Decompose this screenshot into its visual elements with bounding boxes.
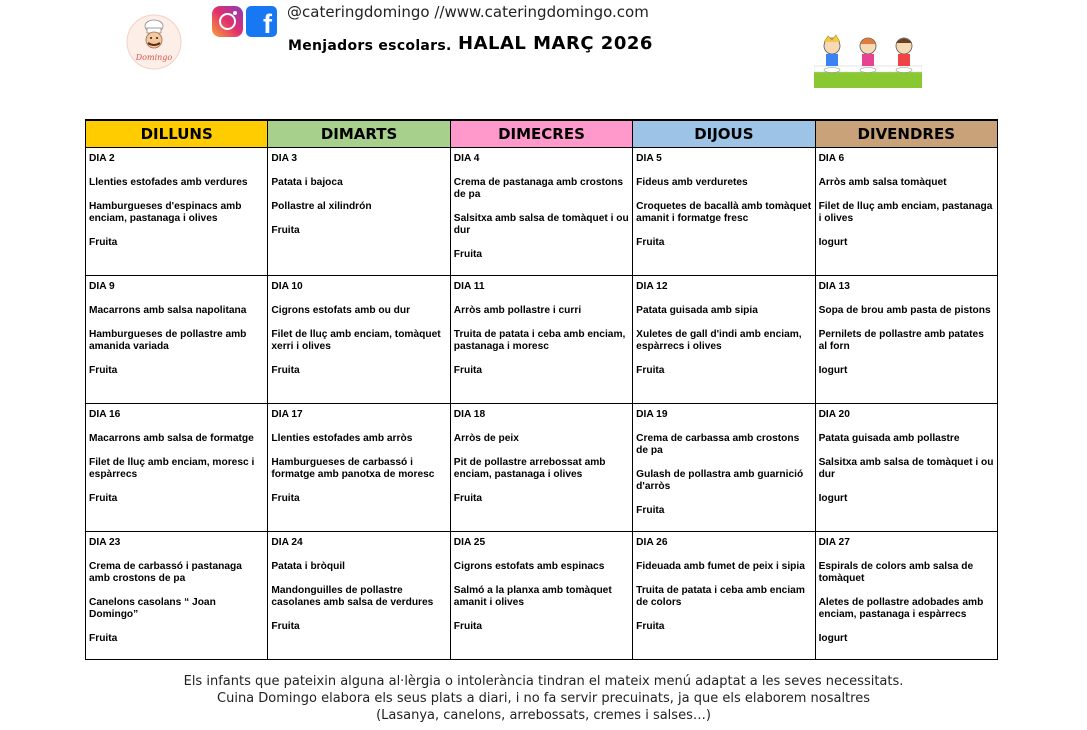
dish-item: Patata i bròquil (271, 560, 345, 572)
dish-item: Patata guisada amb sipia (636, 304, 758, 316)
day-cell (268, 403, 450, 531)
day-cell (815, 147, 997, 275)
dish-item: Crema de carbassó i pastanaga amb crostons de pa (89, 560, 242, 584)
menu-body (86, 147, 998, 659)
contact-info: @cateringdomingo //www.cateringdomingo.com (287, 3, 649, 21)
dish-item: Pernilets de pollastre amb patates al forn (818, 328, 984, 352)
dish-item: Llenties estofades amb verdures (89, 176, 248, 188)
day-number: DIA 18 (453, 408, 486, 420)
dish-item: Arròs amb pollastre i curri (453, 304, 582, 316)
dish-item: Aletes de pollastre adobades amb enciam, pastanaga i espàrrecs (818, 596, 984, 620)
weekday-header-dilluns: DILLUNS (86, 120, 268, 147)
day-number: DIA 25 (453, 536, 486, 548)
dish-item: Hamburgueses de carbassó i formatge amb panotxa de moresc (271, 456, 435, 480)
dish-item: Crema de carbassa amb crostons de pa (636, 432, 800, 456)
dessert-item: Iogurt (818, 492, 848, 504)
dish-item: Croquetes de bacallà amb tomàquet amanit i formatge fresc (636, 200, 812, 224)
dessert-item: Fruita (636, 504, 665, 516)
day-cell (815, 531, 997, 659)
dish-item: Gulash de pollastra amb guarnició d'arròs (636, 468, 804, 492)
dessert-item: Fruita (636, 364, 665, 376)
footer-line-homemade: Cuina Domingo elabora els seus plats a diari, i no fa servir precuinats, ja que els elaborem nosaltres (217, 691, 870, 706)
day-cell (633, 147, 815, 275)
day-number: DIA 23 (89, 536, 121, 548)
week-row (86, 275, 998, 403)
weekday-header-dimecres: DIMECRES (450, 120, 632, 147)
dish-item: Espirals de colors amb salsa de tomàquet (818, 560, 974, 584)
dish-item: Salmó a la planxa amb tomàquet amanit i olives (453, 584, 612, 608)
dish-item: Fideus amb verduretes (636, 176, 748, 188)
dessert-item: Fruita (636, 236, 665, 248)
dish-item: Truita de patata i ceba amb enciam, pastanaga i moresc (453, 328, 626, 352)
dish-item: Llenties estofades amb arròs (271, 432, 413, 444)
week-row (86, 531, 998, 659)
day-number: DIA 26 (636, 536, 668, 548)
day-number: DIA 9 (89, 280, 115, 292)
dessert-item: Fruita (453, 492, 483, 504)
dessert-item: Iogurt (818, 236, 848, 248)
dish-item: Mandonguilles de pollastre casolanes amb salsa de verdures (271, 584, 434, 608)
day-number: DIA 17 (271, 408, 303, 420)
svg-text:Domingo: Domingo (135, 53, 173, 62)
menu-table (85, 119, 998, 660)
day-number: DIA 16 (89, 408, 121, 420)
dessert-item: Fruita (453, 620, 483, 632)
dish-item: Pollastre al xilindrón (271, 200, 372, 212)
day-cell (450, 403, 632, 531)
footer-note (0, 673, 1087, 724)
day-number: DIA 3 (271, 152, 298, 164)
day-cell (450, 531, 632, 659)
dish-item: Filet de lluç amb enciam, tomàquet xerri i olives (271, 328, 441, 352)
dessert-item: Fruita (271, 364, 300, 376)
footer-line-examples: (Lasanya, canelons, arrebossats, cremes i salses…) (376, 708, 711, 723)
day-cell (633, 403, 815, 531)
day-number: DIA 6 (818, 152, 845, 164)
day-number: DIA 19 (636, 408, 668, 420)
dish-item: Salsitxa amb salsa de tomàquet i ou dur (818, 456, 994, 480)
chef-logo-icon (126, 14, 182, 70)
day-number: DIA 2 (89, 152, 115, 164)
day-cell (450, 275, 632, 403)
dish-item: Filet de lluç amb enciam, pastanaga i olives (818, 200, 993, 224)
day-cell (450, 147, 632, 275)
dish-item: Patata i bajoca (271, 176, 343, 188)
day-cell (268, 275, 450, 403)
dish-item: Crema de pastanaga amb crostons de pa (453, 176, 624, 200)
weekday-header-row (86, 120, 998, 147)
weekday-header-dijous: DIJOUS (633, 120, 815, 147)
dish-item: Patata guisada amb pollastre (818, 432, 960, 444)
menu-subtitle: Menjadors escolars. (288, 38, 452, 54)
dish-item: Salsitxa amb salsa de tomàquet i ou dur (453, 212, 629, 236)
day-number: DIA 27 (818, 536, 850, 548)
dessert-item: Fruita (453, 248, 483, 260)
dessert-item: Fruita (636, 620, 665, 632)
dish-item: Hamburgueses d'espinacs amb enciam, pastanaga i olives (89, 200, 242, 224)
day-number: DIA 20 (818, 408, 850, 420)
dish-item: Cigrons estofats amb espinacs (453, 560, 605, 572)
day-cell (86, 275, 268, 403)
kids-dining-icon (814, 30, 922, 88)
day-number: DIA 24 (271, 536, 303, 548)
dessert-item: Fruita (89, 492, 118, 504)
footer-line-allergies: Els infants que pateixin alguna al·lèrgia o intolerància tindran el mateix menú adaptat a les seves necessitats. (183, 674, 904, 689)
day-number: DIA 4 (453, 152, 480, 164)
dish-item: Xuletes de gall d'indi amb enciam, espàrrecs i olives (636, 328, 802, 352)
day-cell (86, 147, 268, 275)
dish-item: Macarrons amb salsa napolitana (89, 304, 247, 316)
day-cell (815, 403, 997, 531)
day-cell (815, 275, 997, 403)
dish-item: Macarrons amb salsa de formatge (89, 432, 254, 444)
dessert-item: Fruita (89, 236, 118, 248)
dish-item: Pit de pollastre arrebossat amb enciam, pastanaga i olives (453, 456, 606, 480)
instagram-icon[interactable] (212, 6, 243, 37)
dessert-item: Iogurt (818, 364, 848, 376)
dessert-item: Fruita (271, 492, 300, 504)
dish-item: Arròs amb salsa tomàquet (818, 176, 947, 188)
dish-item: Arròs de peix (453, 432, 519, 444)
day-number: DIA 11 (453, 280, 485, 292)
dessert-item: Fruita (271, 224, 300, 236)
weekday-header-divendres: DIVENDRES (815, 120, 997, 147)
dessert-item: Fruita (453, 364, 483, 376)
day-cell (268, 531, 450, 659)
day-cell (633, 531, 815, 659)
dish-item: Cigrons estofats amb ou dur (271, 304, 411, 316)
dish-item: Canelons casolans “ Joan Domingo” (89, 596, 216, 620)
day-cell (633, 275, 815, 403)
day-number: DIA 12 (636, 280, 668, 292)
dish-item: Filet de lluç amb enciam, moresc i espàrrecs (89, 456, 255, 480)
day-number: DIA 5 (636, 152, 662, 164)
weekday-header-dimarts: DIMARTS (268, 120, 450, 147)
dish-item: Hamburgueses de pollastre amb amanida variada (89, 328, 247, 352)
day-cell (268, 147, 450, 275)
dish-item: Fideuada amb fumet de peix i sipia (636, 560, 805, 572)
day-number: DIA 10 (271, 280, 303, 292)
facebook-icon[interactable]: f (246, 6, 277, 37)
week-row (86, 403, 998, 531)
dessert-item: Fruita (89, 632, 118, 644)
dessert-item: Fruita (89, 364, 118, 376)
dessert-item: Iogurt (818, 632, 848, 644)
dessert-item: Fruita (271, 620, 300, 632)
day-cell (86, 531, 268, 659)
menu-title: HALAL MARÇ 2026 (458, 33, 653, 54)
week-row (86, 147, 998, 275)
day-number: DIA 13 (818, 280, 850, 292)
dish-item: Truita de patata i ceba amb enciam de colors (636, 584, 805, 608)
day-cell (86, 403, 268, 531)
dish-item: Sopa de brou amb pasta de pistons (818, 304, 991, 316)
